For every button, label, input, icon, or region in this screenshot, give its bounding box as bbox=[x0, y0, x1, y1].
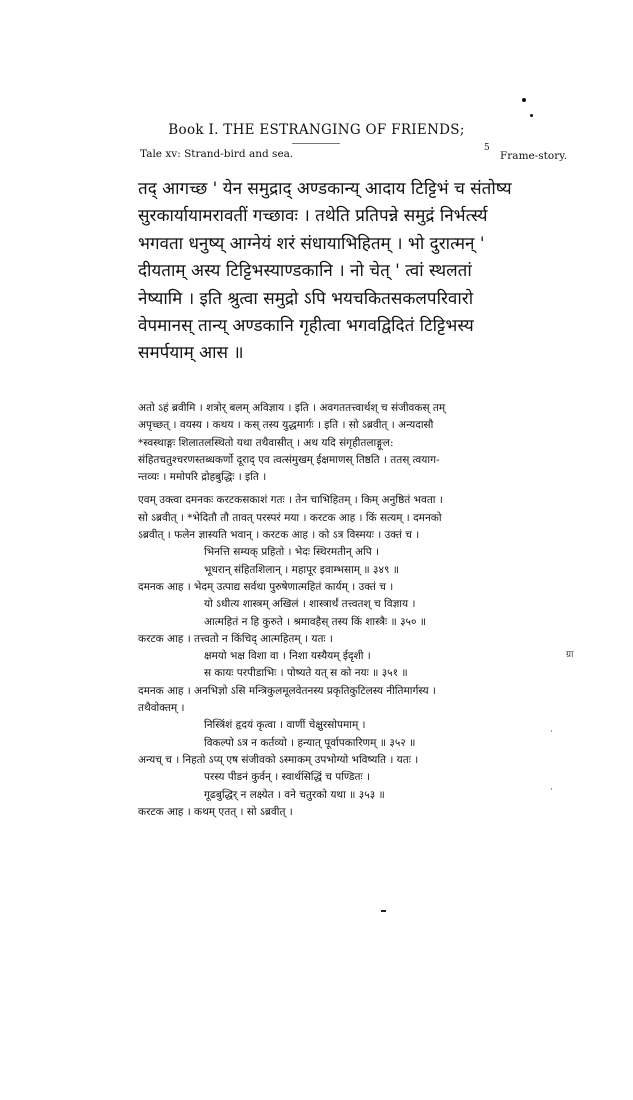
prose-line: अपृच्छत् । वयस्य । कथय । कस् तस्य युद्धमार्गः । इति । सो ऽब्रवीत् । अन्यदासौ bbox=[138, 419, 434, 432]
prose-line: करटक आह । तत्त्वतो न किंचिद् आत्महितम् । यतः । bbox=[138, 632, 333, 645]
prose-line: न्तव्यः । ममोपरि द्रोहबुद्धिः । इति । bbox=[138, 471, 267, 484]
ink-dot bbox=[522, 98, 526, 102]
folio-mark: 5 bbox=[484, 143, 490, 153]
verse-line: यो ऽधीत्य शास्त्रम् अखिलं । शास्त्रार्थं तत्त्वतश् च विज्ञाय । bbox=[204, 598, 416, 611]
prose-line: करटक आह । कथम् एतत् । सो ऽब्रवीत् । bbox=[138, 805, 293, 818]
prose-line: ऽब्रवीत् । फलेन ज्ञास्यति भवान् । करटक आह । को ऽत्र विस्मयः । उक्तं च । bbox=[138, 529, 420, 542]
ink-dot bbox=[530, 114, 533, 117]
large-text-line: दीयताम् अस्य टिट्टिभस्याण्डकानि । नो चेत् ' त्वां स्थलतां bbox=[138, 261, 472, 282]
verse-line: आत्महितं न हि कुरुते । श्रमावहैस् तस्य किं शास्त्रैः ॥ ३५० ॥ bbox=[204, 615, 427, 628]
sanskrit-large-passage bbox=[138, 176, 558, 368]
sanskrit-small-passage bbox=[138, 400, 558, 821]
margin-mark: · bbox=[550, 785, 553, 795]
verse-line: निस्त्रिंशं हृदयं कृत्वा । वाणीं चेक्षुरसोपमाम् । bbox=[204, 719, 366, 732]
tale-subtitle: Tale xv: Strand-bird and sea. bbox=[140, 148, 294, 160]
prose-line: अतो ऽहं ब्रवीमि । शत्रोर् बलम् अविज्ञाय । इति । अवगततत्त्वार्थश् च संजीवकस् तम् bbox=[138, 402, 446, 414]
prose-line: संहितचतुश्चरणस्तब्धकर्णो दूराद् एव त्वत्संमुखम् ईक्षमाणस् तिष्ठति । ततस् त्वयाग- bbox=[138, 453, 440, 466]
large-text-line: समर्पयाम् आस ॥ bbox=[138, 343, 244, 364]
large-text-line: सुरकार्यायामरावतीं गच्छावः । तथेति प्रतिपन्ने समुद्रं निर्भर्त्स्य bbox=[138, 206, 488, 227]
margin-mark: ग्रा bbox=[566, 650, 574, 660]
prose-line: *स्वस्थाङ्गः शिलातलस्थितो यथा तथैवासीत् । अथ यदि संगृहीतलाङ्गूल: bbox=[138, 436, 394, 449]
ink-speck bbox=[381, 910, 386, 912]
verse-line: भूधरान् संहितशिलान् । महापूर इवाम्भसाम् ॥ ३४९ ॥ bbox=[204, 563, 400, 576]
prose-line: दमनक आह । अनभिज्ञो ऽसि मन्त्रिकुलमूलवेतनस्य प्रकृतिकुटिलस्य नीतिमार्गस्य । bbox=[138, 684, 436, 697]
head-rule bbox=[292, 143, 340, 144]
margin-mark: · bbox=[550, 727, 553, 737]
verse-line: परस्य पीडनं कुर्वन् । स्वार्थसिद्धिं च पण्डितः । bbox=[204, 771, 370, 784]
verse-line: विकल्पो ऽत्र न कर्तव्यो । हन्यात् पूर्वापकारिणम् ॥ ३५२ ॥ bbox=[204, 736, 416, 749]
prose-line: सो ऽब्रवीत् । *भेदितौ तौ तावत् परस्परं मया । करटक आह । किं सत्यम् । दमनको bbox=[138, 511, 442, 524]
verse-line: गूढबुद्धिर् न लक्ष्येत । वने चतुरको यथा ॥ ३५३ ॥ bbox=[204, 788, 385, 801]
large-text-line: नेष्यामि । इति श्रुत्वा समुद्रो ऽपि भयचकितसकलपरिवारो bbox=[138, 288, 474, 309]
verse-line: भिनत्ति सम्यक् प्रहितो । भेदः स्थिरमतीन् अपि । bbox=[204, 546, 380, 559]
large-text-line: भगवता धनुष्य् आग्नेयं शरं संधायाभिहितम् । भो दुरात्मन् ' bbox=[138, 233, 485, 254]
large-text-line: वेपमानस् तान्य् अण्डकानि गृहीत्वा भगवद्विदितं टिट्टिभस्य bbox=[138, 316, 474, 337]
prose-line: तथैवोक्तम् । bbox=[138, 702, 185, 715]
prose-line: एवम् उक्त्वा दमनकः करटकसकाशं गतः । तेन चाभिहितम् । किम् अनुष्ठितं भवता । bbox=[138, 494, 443, 507]
verse-line: क्षमयो भक्ष विशा वा । निशा यस्यैयम् ईदृशी । bbox=[204, 650, 371, 663]
large-text-line: तद् आगच्छ ' येन समुद्राद् अण्डकान्य् आदाय टिट्टिभं च संतोष्य bbox=[138, 179, 512, 199]
prose-line: दमनक आह । भेदम् उत्पाद्य सर्वथा पुरुषेणात्महितं कार्यम् । उक्तं च । bbox=[138, 580, 394, 593]
verse-line: स कायः परपीडाभिः । पोष्यते यत् स को नयः ॥ ३५१ ॥ bbox=[204, 667, 408, 680]
section-subtitle: Frame-story. bbox=[500, 150, 568, 162]
prose-line: अन्यच् च । निहतो ऽप्य् एष संजीवको ऽस्माकम् उपभोग्यो भविष्यति । यतः । bbox=[138, 753, 419, 766]
running-head-title: Book I. THE ESTRANGING OF FRIENDS; bbox=[168, 122, 465, 138]
